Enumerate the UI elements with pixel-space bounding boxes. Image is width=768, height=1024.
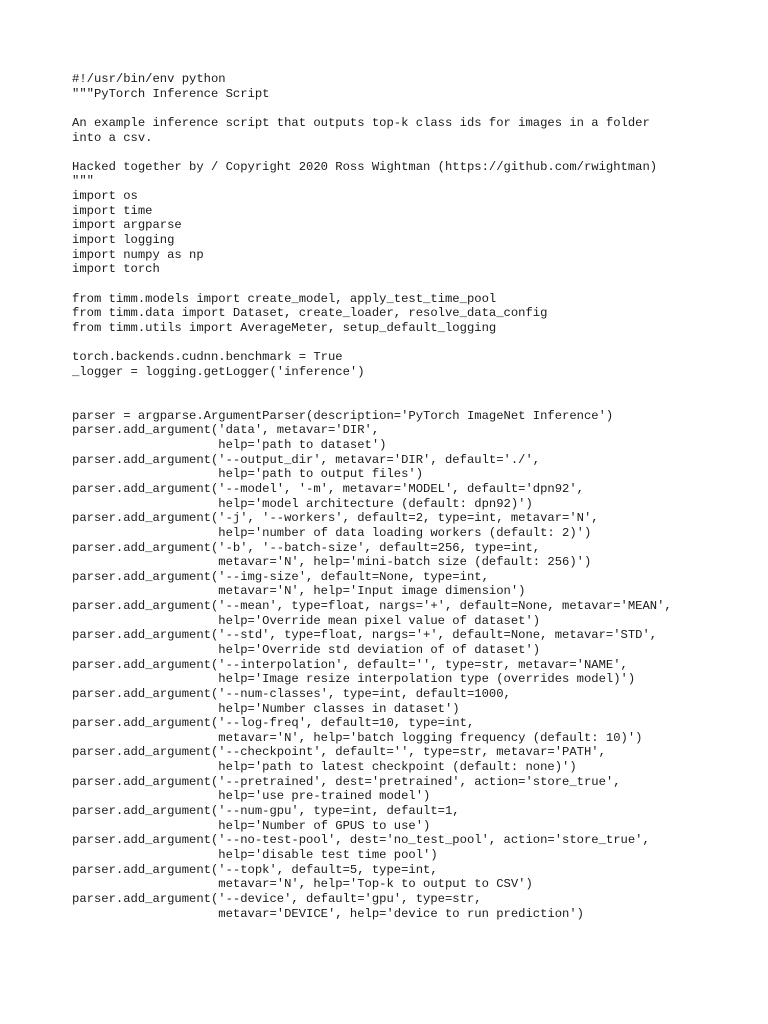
code-line: parser.add_argument('--log-freq', default=10, type=int, <box>72 716 475 731</box>
code-line: parser.add_argument('--mean', type=float, nargs='+', default=None, metavar='MEAN', <box>72 599 672 614</box>
code-line: help='disable test time pool') <box>72 847 438 862</box>
code-line: from timm.utils import AverageMeter, setup_default_logging <box>72 320 497 335</box>
code-line: help='number of data loading workers (default: 2)') <box>72 525 592 540</box>
code-line: parser.add_argument('--model', '-m', metavar='MODEL', default='dpn92', <box>72 481 584 496</box>
code-line: parser.add_argument('--checkpoint', default='', type=str, metavar='PATH', <box>72 745 606 760</box>
code-line: """PyTorch Inference Script <box>72 86 270 101</box>
code-line: parser.add_argument('--no-test-pool', dest='no_test_pool', action='store_true', <box>72 833 650 848</box>
code-line: metavar='N', help='Input image dimension') <box>72 584 526 599</box>
code-line: help='Number classes in dataset') <box>72 701 460 716</box>
code-line: parser.add_argument('--std', type=float, nargs='+', default=None, metavar='STD', <box>72 628 658 643</box>
code-line: import numpy as np <box>72 247 204 262</box>
code-line <box>72 336 672 351</box>
code-line: help='Image resize interpolation type (overrides model)') <box>72 672 636 687</box>
code-line: parser.add_argument('--topk', default=5, type=int, <box>72 862 438 877</box>
code-line: Hacked together by / Copyright 2020 Ross Wightman (https://github.com/rwightman) <box>72 159 658 174</box>
code-line: _logger = logging.getLogger('inference') <box>72 364 365 379</box>
code-line: into a csv. <box>72 130 153 145</box>
code-line: help='path to latest checkpoint (default: none)') <box>72 760 577 775</box>
code-line: help='Number of GPUS to use') <box>72 818 431 833</box>
code-line: parser.add_argument('--device', default='gpu', type=str, <box>72 891 482 906</box>
code-line: parser.add_argument('--img-size', default=None, type=int, <box>72 569 489 584</box>
code-line: metavar='N', help='Top-k to output to CSV') <box>72 877 533 892</box>
code-line: from timm.data import Dataset, create_loader, resolve_data_config <box>72 306 548 321</box>
code-line <box>72 145 672 160</box>
code-line: help='Override mean pixel value of dataset') <box>72 613 541 628</box>
code-line: import torch <box>72 262 160 277</box>
code-line: import time <box>72 203 153 218</box>
code-line: metavar='N', help='mini-batch size (default: 256)') <box>72 555 592 570</box>
code-line: metavar='N', help='batch logging frequency (default: 10)') <box>72 730 643 745</box>
code-line: help='Override std deviation of of dataset') <box>72 642 541 657</box>
code-line <box>72 101 672 116</box>
code-line <box>72 277 672 292</box>
code-line: from timm.models import create_model, apply_test_time_pool <box>72 291 497 306</box>
code-line: parser.add_argument('data', metavar='DIR', <box>72 423 380 438</box>
code-line: metavar='DEVICE', help='device to run prediction') <box>72 906 584 921</box>
code-line: parser.add_argument('--interpolation', default='', type=str, metavar='NAME', <box>72 657 628 672</box>
code-line: parser.add_argument('-b', '--batch-size', default=256, type=int, <box>72 540 541 555</box>
code-line: help='use pre-trained model') <box>72 789 431 804</box>
code-line: help='path to output files') <box>72 467 424 482</box>
code-line: import argparse <box>72 218 182 233</box>
code-line: torch.backends.cudnn.benchmark = True <box>72 350 343 365</box>
code-line: parser = argparse.ArgumentParser(description='PyTorch ImageNet Inference') <box>72 408 614 423</box>
code-line: import os <box>72 189 138 204</box>
code-line: parser.add_argument('-j', '--workers', default=2, type=int, metavar='N', <box>72 511 599 526</box>
code-line <box>72 379 672 394</box>
code-line <box>72 394 672 409</box>
code-line: parser.add_argument('--pretrained', dest='pretrained', action='store_true', <box>72 774 621 789</box>
code-line: An example inference script that outputs top-k class ids for images in a folder <box>72 115 650 130</box>
code-listing <box>72 72 672 921</box>
code-line: parser.add_argument('--output_dir', metavar='DIR', default='./', <box>72 452 541 467</box>
code-line: help='path to dataset') <box>72 438 387 453</box>
code-line: parser.add_argument('--num-gpu', type=int, default=1, <box>72 804 460 819</box>
code-line: """ <box>72 174 94 189</box>
code-line: #!/usr/bin/env python <box>72 72 226 86</box>
code-line: import logging <box>72 233 175 248</box>
code-line: parser.add_argument('--num-classes', type=int, default=1000, <box>72 686 511 701</box>
code-line: help='model architecture (default: dpn92)') <box>72 496 533 511</box>
